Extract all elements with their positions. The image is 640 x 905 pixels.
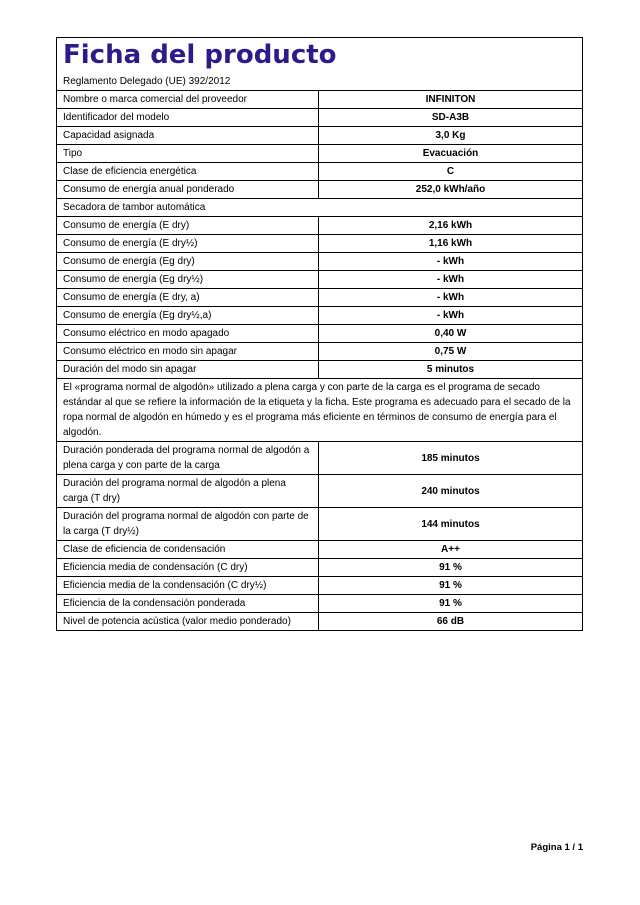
header-cell (57, 38, 583, 91)
row-label: Nombre o marca comercial del proveedor (57, 91, 319, 109)
row-value: - kWh (319, 307, 583, 325)
row-value: 91 % (319, 559, 583, 577)
row-label: Eficiencia media de condensación (C dry) (57, 559, 319, 577)
row-value: 240 minutos (319, 475, 583, 508)
row-label: Eficiencia media de la condensación (C dry½) (57, 577, 319, 595)
row-value: 3,0 Kg (319, 127, 583, 145)
row-value: 1,16 kWh (319, 235, 583, 253)
row-label: Consumo de energía (Eg dry½,a) (57, 307, 319, 325)
row-label: Nivel de potencia acústica (valor medio ponderado) (57, 613, 319, 631)
row-value: - kWh (319, 289, 583, 307)
row-label: Consumo eléctrico en modo apagado (57, 325, 319, 343)
row-label: Clase de eficiencia energética (57, 163, 319, 181)
table-row (57, 253, 583, 271)
product-sheet (56, 37, 582, 631)
table-row (57, 127, 583, 145)
table-row (57, 307, 583, 325)
table-row (57, 613, 583, 631)
table-row (57, 91, 583, 109)
row-label: Identificador del modelo (57, 109, 319, 127)
row-value: 66 dB (319, 613, 583, 631)
table-row (57, 361, 583, 379)
table-row (57, 442, 583, 475)
row-value: SD-A3B (319, 109, 583, 127)
row-label: Duración del programa normal de algodón con parte de la carga (T dry½) (57, 508, 319, 541)
row-label: Consumo eléctrico en modo sin apagar (57, 343, 319, 361)
row-value: 0,40 W (319, 325, 583, 343)
mid-rows (57, 217, 583, 379)
row-label: Consumo de energía (Eg dry½) (57, 271, 319, 289)
regulation-subtitle: Reglamento Delegado (UE) 392/2012 (63, 76, 231, 87)
table-row (57, 163, 583, 181)
row-value: 185 minutos (319, 442, 583, 475)
table-row (57, 508, 583, 541)
row-value: 0,75 W (319, 343, 583, 361)
table-row (57, 271, 583, 289)
table-row (57, 541, 583, 559)
table-row (57, 325, 583, 343)
row-label: Duración ponderada del programa normal de algodón a plena carga y con parte de la carga (57, 442, 319, 475)
row-label: Consumo de energía (Eg dry) (57, 253, 319, 271)
row-label: Consumo de energía anual ponderado (57, 181, 319, 199)
row-label: Duración del programa normal de algodón a plena carga (T dry) (57, 475, 319, 508)
table-row (57, 475, 583, 508)
row-value: 91 % (319, 577, 583, 595)
page-title: Ficha del producto (63, 40, 337, 70)
table-row (57, 289, 583, 307)
table-row (57, 559, 583, 577)
table-row (57, 217, 583, 235)
row-label: Consumo de energía (E dry) (57, 217, 319, 235)
program-note: El «programa normal de algodón» utilizado a plena carga y con parte de la carga es el programa de secado estándar al que se refiere la información de la etiqueta y la ficha. Este programa es adecuado para el secado de la ropa normal de algodón en húmedo y es el programa más eficiente en términos de consumo de energía para el algodón. (57, 379, 583, 442)
table-row (57, 595, 583, 613)
row-label: Consumo de energía (E dry½) (57, 235, 319, 253)
row-value: 5 minutos (319, 361, 583, 379)
product-table (56, 37, 583, 631)
row-value: A++ (319, 541, 583, 559)
row-label: Duración del modo sin apagar (57, 361, 319, 379)
row-value: 91 % (319, 595, 583, 613)
row-label: Clase de eficiencia de condensación (57, 541, 319, 559)
table-row (57, 145, 583, 163)
table-row (57, 181, 583, 199)
row-label: Eficiencia de la condensación ponderada (57, 595, 319, 613)
table-row (57, 109, 583, 127)
row-value: Evacuación (319, 145, 583, 163)
table-row (57, 343, 583, 361)
row-value: - kWh (319, 253, 583, 271)
row-value: - kWh (319, 271, 583, 289)
row-label: Tipo (57, 145, 319, 163)
row-label: Capacidad asignada (57, 127, 319, 145)
row-label: Consumo de energía (E dry, a) (57, 289, 319, 307)
row-value: 252,0 kWh/año (319, 181, 583, 199)
section-label: Secadora de tambor automática (57, 199, 583, 217)
bottom-rows (57, 442, 583, 631)
row-value: INFINITON (319, 91, 583, 109)
row-value: C (319, 163, 583, 181)
table-row (57, 577, 583, 595)
top-rows (57, 91, 583, 199)
page-number: Página 1 / 1 (530, 842, 583, 853)
row-value: 2,16 kWh (319, 217, 583, 235)
row-value: 144 minutos (319, 508, 583, 541)
table-row (57, 235, 583, 253)
